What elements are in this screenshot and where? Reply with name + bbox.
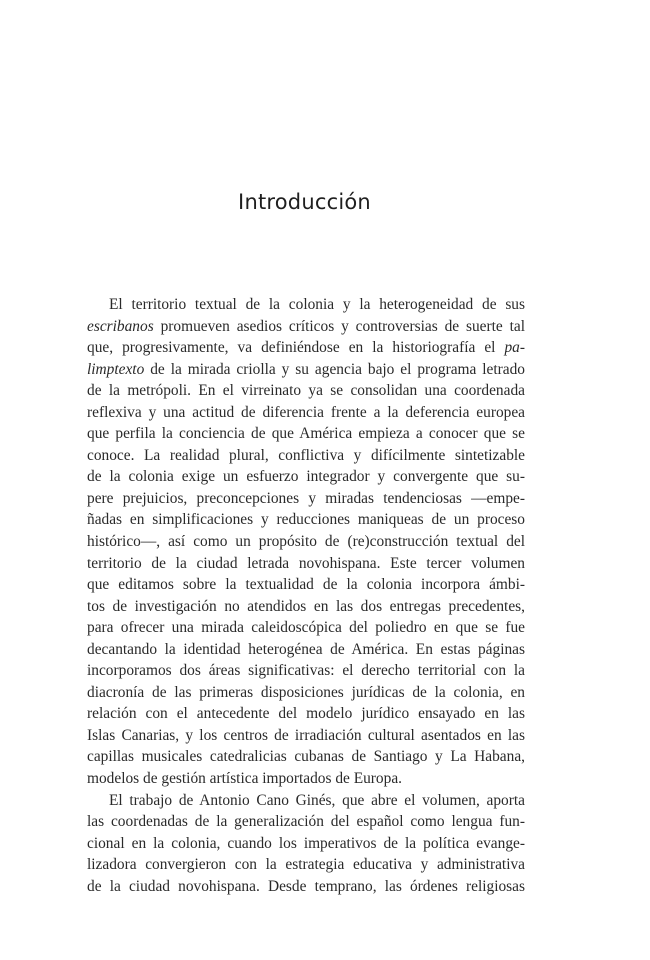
text-line: capillas musicales catedralicias cubanas de Santiago y La Habana, <box>87 748 525 766</box>
paragraph-1 <box>87 294 525 790</box>
chapter-title: Introducción <box>238 190 371 214</box>
italic-term: escribanos <box>87 317 154 335</box>
text-line: El trabajo de Antonio Cano Ginés, que abre el volumen, aporta <box>109 791 525 809</box>
body-text <box>87 294 525 897</box>
text-line: ñadas en simplificaciones y reducciones maniqueas de un proceso <box>87 511 525 529</box>
text-segment: de la mirada criolla y su agencia bajo el programa letrado <box>150 360 525 378</box>
text-line: relación con el antecedente del modelo jurídico ensayado en las <box>87 705 525 723</box>
paragraph-2 <box>87 790 525 898</box>
text-line: Islas Canarias, y los centros de irradiación cultural asentados en las <box>87 726 525 744</box>
text-line: reflexiva y una actitud de diferencia frente a la deferencia europea <box>87 403 525 421</box>
text-line: de la colonia exige un esfuerzo integrador y convergente que su- <box>87 468 525 486</box>
italic-term: limptexto <box>87 360 145 378</box>
text-line: El territorio textual de la colonia y la heterogeneidad de sus <box>109 296 525 313</box>
text-line: de la metrópoli. En el virreinato ya se consolidan una coordenada <box>87 382 525 400</box>
text-line: cional en la colonia, cuando los imperativos de la política evange- <box>87 834 525 852</box>
text-line: lizadora convergieron con la estrategia educativa y administrativa <box>87 856 525 874</box>
text-line: pere prejuicios, preconcepciones y miradas tendenciosas —empe- <box>87 489 525 507</box>
text-line: modelos de gestión artística importados de Europa. <box>87 770 403 788</box>
text-line: diacronía de las primeras disposiciones jurídicas de la colonia, en <box>87 683 525 701</box>
text-line: para ofrecer una mirada caleidoscópica del poliedro en que se fue <box>87 619 525 637</box>
text-line: decantando la identidad heterogénea de América. En estas páginas <box>87 640 525 658</box>
text-line: de la ciudad novohispana. Desde temprano, las órdenes religiosas <box>87 877 525 895</box>
text-segment: promueven asedios críticos y controversias de suerte tal <box>160 317 525 335</box>
text-segment: que, progresivamente, va definiéndose en la historiografía el <box>87 339 496 357</box>
text-line: conoce. La realidad plural, conflictiva y difícilmente sintetizable <box>87 446 525 464</box>
text-line <box>87 337 525 359</box>
text-line: tos de investigación no atendidos en las dos entregas precedentes, <box>87 597 525 615</box>
text-line <box>87 316 525 338</box>
text-line: incorporamos dos áreas significativas: el derecho territorial con la <box>87 662 525 680</box>
text-line: histórico—, así como un propósito de (re)construcción textual del <box>87 533 525 551</box>
text-line: territorio de la ciudad letrada novohispana. Este tercer volumen <box>87 554 525 572</box>
text-line <box>87 359 525 381</box>
text-line: las coordenadas de la generalización del español como lengua fun- <box>87 813 525 831</box>
text-line: que perfila la conciencia de que América empieza a conocer que se <box>87 425 525 443</box>
text-line: que editamos sobre la textualidad de la colonia incorpora ámbi- <box>87 576 525 594</box>
italic-term: pa- <box>504 339 525 357</box>
